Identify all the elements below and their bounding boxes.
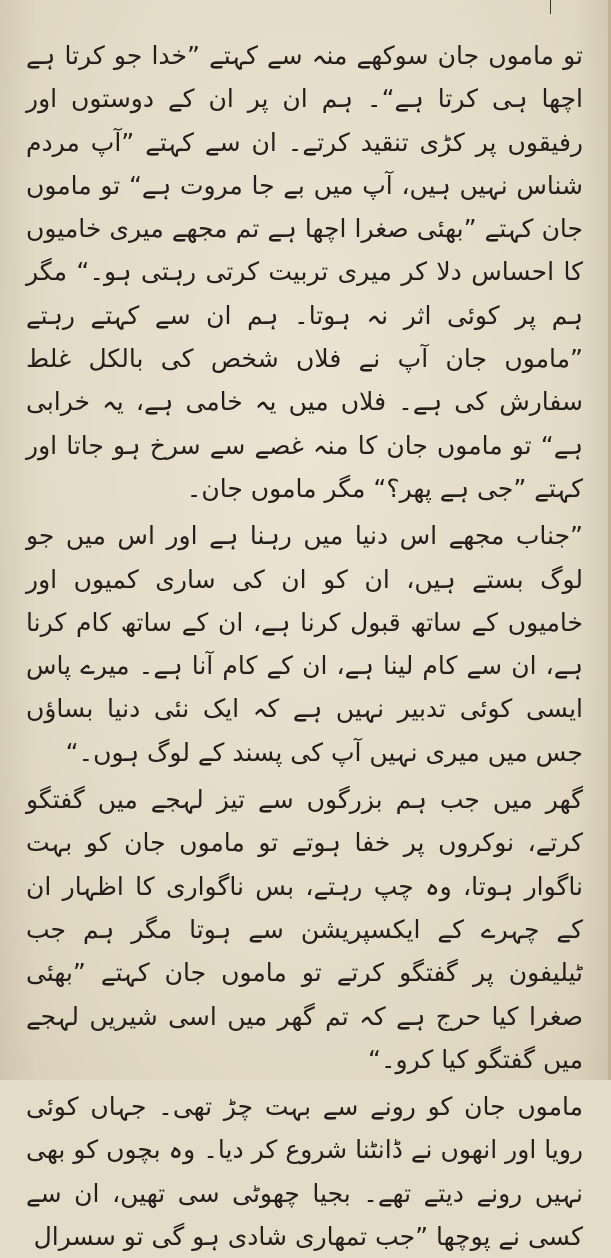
page-corner-mark	[550, 0, 551, 14]
paragraph-1: تو ماموں جان سوکھے منہ سے کہتے ”خدا جو کرتا ہے اچھا ہی کرتا ہے“۔ ہم ان پر ان کے دوستوں اور رفیقوں پر کڑی تنقید کرتے۔ ان سے کہتے ”آپ مردم شناس نہیں ہیں، آپ میں بے جا مروت ہے“ تو ماموں جان کہتے ”بھئی صغرا اچھا ہے تم مجھے میری خامیوں کا احساس دلا کر میری تربیت کرتی رہتی ہو۔“ مگر ہم پر کوئی اثر نہ ہوتا۔ ہم ان سے کہتے رہتے ”ماموں جان آپ نے فلاں شخص کی بالکل غلط سفارش کی ہے۔ فلاں میں یہ خامی ہے، یہ خرابی ہے“ تو ماموں جان کا منہ غصے سے سرخ ہو جاتا اور کہتے ”جی ہے پھر؟“ مگر ماموں جان۔	[26, 41, 583, 503]
paragraph-4: ماموں جان کو رونے سے بہت چڑ تھی۔ جہاں کوئی رویا اور انھوں نے ڈانٹنا شروع کر دیا۔ وہ بچوں کو بھی نہیں رونے دیتے تھے۔ بجیا چھوٹی سی تھیں، ان سے کسی نے پوچھا ”جب تمھاری شادی ہو گی تو سسرال	[26, 1092, 583, 1252]
paragraph-2: ”جناب مجھے اس دنیا میں رہنا ہے اور اس میں جو لوگ بستے ہیں، ان کو ان کی ساری کمیوں اور خامیوں کے ساتھ قبول کرنا ہے، ان کے ساتھ کام کرنا ہے، ان سے کام لینا ہے، ان کے کام آنا ہے۔ میرے پاس ایسی کوئی تدبیر نہیں ہے کہ ایک نئی دنیا بساؤں جس میں میری نہیں آپ کی پسند کے لوگ ہوں۔“	[26, 521, 583, 767]
paragraph-3: گھر میں جب ہم بزرگوں سے تیز لہجے میں گفتگو کرتے، نوکروں پر خفا ہوتے تو ماموں جان کو بہت ناگوار ہوتا، وہ چپ رہتے، بس ناگواری کا اظہار ان کے چہرے کے ایکسپریشن سے ہوتا مگر ہم جب ٹیلیفون پر گفتگو کرتے تو ماموں جان کہتے ”بھئی صغرا کیا حرج ہے کہ تم گھر میں اسی شیریں لہجے میں گفتگو کیا کرو۔“	[26, 785, 583, 1074]
body-text	[26, 34, 583, 1258]
